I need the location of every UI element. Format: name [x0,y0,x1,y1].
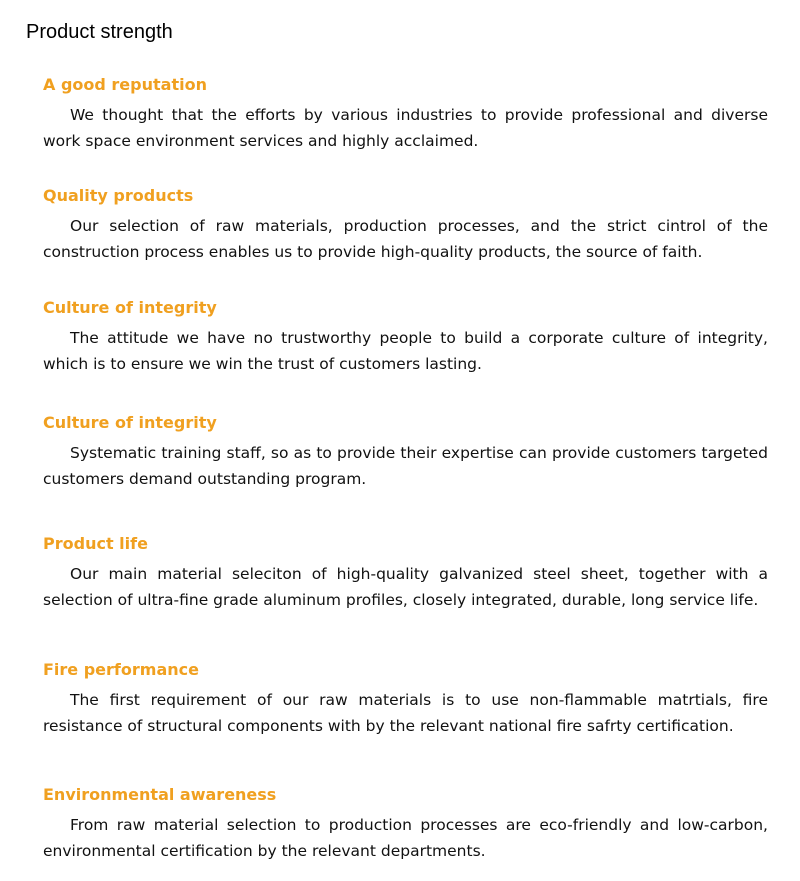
section-product-life [43,534,768,613]
section-body: Our selection of raw materials, production processes, and the strict cintrol of the construction process enables us to provide high-quality products, the source of faith. [43,217,768,261]
section-culture-of-integrity [43,298,768,377]
section-culture-of-integrity-training [43,413,768,492]
section-heading: Environmental awareness [43,785,277,804]
section-good-reputation [43,75,768,154]
section-heading: Culture of integrity [43,413,217,432]
section-body: The attitude we have no trustworthy people to build a corporate culture of integrity, which is to ensure we win the trust of customers lasting. [43,329,768,373]
page-title: Product strength [26,21,173,43]
section-heading: Fire performance [43,660,199,679]
section-body: The first requirement of our raw materials is to use non-flammable matrtials, fire resistance of structural components with by the relevant national fire safrty certification. [43,691,768,735]
section-quality-products [43,186,768,265]
section-heading: A good reputation [43,75,207,94]
section-body: Our main material seleciton of high-quality galvanized steel sheet, together with a selection of ultra-fine grade aluminum profiles, closely integrated, durable, long service life. [43,565,768,609]
section-heading: Product life [43,534,148,553]
section-body: Systematic training staff, so as to provide their expertise can provide customers targeted customers demand outstanding program. [43,444,768,488]
section-fire-performance [43,660,768,739]
section-heading: Quality products [43,186,194,205]
section-body: We thought that the efforts by various industries to provide professional and diverse work space environment services and highly acclaimed. [43,106,768,150]
section-heading: Culture of integrity [43,298,217,317]
section-body: From raw material selection to production processes are eco-friendly and low-carbon, environmental certification by the relevant departments. [43,816,768,860]
section-environmental-awareness [43,785,768,864]
